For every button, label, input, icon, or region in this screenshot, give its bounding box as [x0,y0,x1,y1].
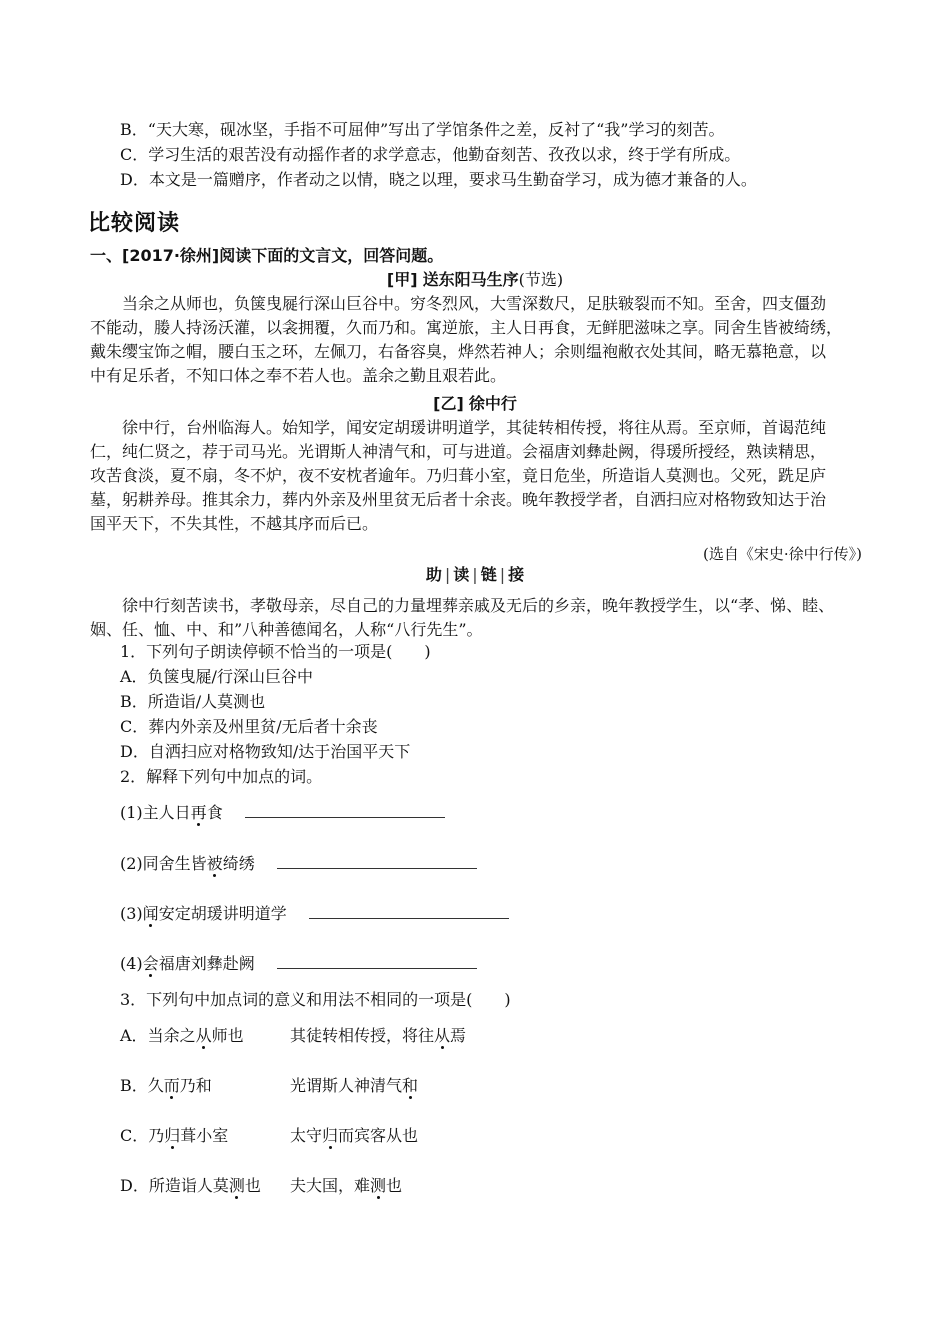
passage-jia-line: 不能动，媵人持汤沃灌，以衾拥覆，久而乃和。寓逆旅，主人日再食，无鲜肥滋味之享。同舍生皆被绮绣， [90,318,843,337]
q2-item-2 [120,852,477,876]
q3-stem: 3．下列句中加点词的意义和用法不相同的一项是( ) [120,990,511,1009]
reading-aid-text [90,594,865,642]
dotted-word: 会 [142,954,159,973]
q2-item-text: 绮绣 [222,854,255,873]
q3-label: A． [120,1026,148,1045]
passage-jia-note: (节选) [518,270,564,289]
dotted-word: 和 [402,1076,419,1095]
q3-text: 光谓斯人神清气 [290,1076,403,1095]
q1-stem: 1．下列句子朗读停顿不恰当的一项是( ) [120,642,431,661]
q2-item-text: (4) [120,954,143,973]
answer-blank[interactable] [277,954,477,969]
answer-blank[interactable] [309,904,509,919]
passage-yi-line: 徐中行，台州临海人。始知学，闻安定胡瑗讲明道学，其徒转相传授，将往从焉。至京师，首谒范纯 [122,418,827,437]
reading-aid-sep: | [499,565,506,584]
q1-option-c[interactable]: C．葬内外亲及州里贫/无后者十余丧 [120,717,378,736]
reading-aid-char: 读 [453,565,470,584]
q2-item-4 [120,952,477,976]
passage-jia-title [0,268,950,292]
passage-source: (选自《宋史·徐中行传》) [703,545,862,563]
q3-text: 乃 [148,1126,165,1145]
reading-aid-char: 接 [508,565,525,584]
passage-jia-line: 戴朱缨宝饰之帽，腰白玉之环，左佩刀，右备容臭，烨然若神人；余则缊袍敝衣处其间，略无慕艳意，以 [90,342,827,361]
dotted-word: 而 [163,1076,180,1095]
q3-label: D． [120,1176,149,1195]
passage-jia-line: 中有足乐者，不知口体之奉不若人也。盖余之勤且艰若此。 [90,366,507,385]
q3-text: 当余之 [147,1026,196,1045]
dotted-word: 测 [228,1176,245,1195]
q3-label: C． [120,1126,149,1145]
q3-option-d[interactable] [120,1174,403,1198]
q3-text: 也 [386,1176,403,1195]
q3-text: 也 [244,1176,261,1195]
q2-item-text: 福唐刘彝赴阙 [158,954,255,973]
q1-option-d[interactable]: D．自洒扫应对格物致知/达于治国平天下 [120,742,411,761]
reading-aid-line: 徐中行刻苦读书，孝敬母亲，尽自己的力量埋葬亲戚及无后的乡亲，晚年教授学生，以“孝、悌、睦、 [122,596,835,615]
passage-jia-tag: [甲] [386,270,418,289]
answer-blank[interactable] [245,803,445,818]
reading-aid-char: 助 [425,565,442,584]
dotted-word: 从 [195,1026,212,1045]
dotted-word: 测 [370,1176,387,1195]
q3-text: 师也 [211,1026,244,1045]
q2-item-1 [120,801,445,825]
dotted-word: 被 [206,854,223,873]
option-c-prev: C．学习生活的艰苦没有动摇作者的求学意志，他勤奋刻苦、孜孜以求，终于学有所成。 [120,145,741,164]
q2-stem: 2．解释下列句中加点的词。 [120,767,323,786]
section-title: 比较阅读 [88,211,181,236]
reading-aid-title [0,562,950,585]
q3-text: 太守 [290,1126,323,1145]
passage-yi-line: 墓，躬耕养母。推其余力，葬内外亲及州里贫无后者十余丧。晚年教授学者，自洒扫应对格物致知达于治 [90,490,827,509]
q3-text: 其徒转相传授，将往 [290,1026,435,1045]
option-d-prev: D．本文是一篇赠序，作者动之以情，晓之以理，要求马生勤奋学习，成为德才兼备的人。 [120,170,757,189]
passage-yi-line: 仁，纯仁贤之，荐于司马光。光谓斯人神清气和，可与进道。会福唐刘彝赴阙，得瑗所授经，熟读精思， [90,442,827,461]
q3-text: 久 [147,1076,164,1095]
passage-yi-name: 徐中行 [468,394,517,413]
q2-item-text: 安定胡瑗讲明道学 [158,904,287,923]
passage-jia-name: 送东阳马生序 [422,270,519,289]
q3-option-c[interactable] [120,1124,419,1148]
dotted-word: 归 [322,1126,339,1145]
q3-text: 所造诣人莫 [148,1176,229,1195]
q3-compare [290,1024,466,1048]
q3-text: 而宾客从也 [338,1126,419,1145]
reading-aid-sep: | [444,565,451,584]
passage-yi-line: 攻苦食淡，夏不扇，冬不炉，夜不安枕者逾年。乃归葺小室，竟日危坐，所造诣人莫测也。父死，跣足庐 [90,466,827,485]
q2-item-text: (3) [120,904,143,923]
passage-yi-title [0,392,950,416]
q3-compare [290,1124,418,1148]
passage-jia [90,292,865,388]
reading-aid-sep: | [472,565,478,584]
q3-option-a[interactable] [120,1024,467,1048]
q3-compare [290,1074,418,1098]
q2-item-text: (2)同舍生皆 [120,854,207,873]
option-b-prev: B．“天大寒，砚冰坚，手指不可屈伸”写出了学馆条件之差，反衬了“我”学习的刻苦。 [120,120,725,139]
answer-blank[interactable] [277,854,477,869]
q3-text: 焉 [450,1026,467,1045]
reading-aid-char: 链 [480,565,497,584]
passage-yi [90,416,865,536]
dotted-word: 闻 [142,904,159,923]
q3-option-b[interactable] [120,1074,419,1098]
q2-item-text: 食 [206,803,223,822]
q3-compare [290,1174,402,1198]
q2-item-3 [120,902,509,926]
dotted-word: 再 [190,803,207,822]
q3-text: 乃和 [179,1076,212,1095]
passage-jia-line: 当余之从师也，负箧曳屣行深山巨谷中。穷冬烈风，大雪深数尺，足肤皲裂而不知。至舍，四支僵劲 [122,294,827,313]
dotted-word: 归 [164,1126,181,1145]
passage-yi-line: 国平天下，不失其性，不越其序而后已。 [90,514,379,533]
q3-text: 葺小室 [180,1126,229,1145]
passage-yi-tag: [乙] [433,394,464,413]
q1-option-a[interactable]: A．负箧曳屣/行深山巨谷中 [120,667,313,686]
q3-text: 夫大国，难 [290,1176,371,1195]
q1-option-b[interactable]: B．所造诣/人莫测也 [120,692,266,711]
reading-aid-line: 姻、任、恤、中、和”八种善德闻名，人称“八行先生”。 [90,620,483,639]
dotted-word: 从 [434,1026,451,1045]
q3-label: B． [120,1076,148,1095]
question-heading: 一、[2017·徐州]阅读下面的文言文，回答问题。 [90,246,444,265]
q2-item-text: (1)主人日 [120,803,191,822]
